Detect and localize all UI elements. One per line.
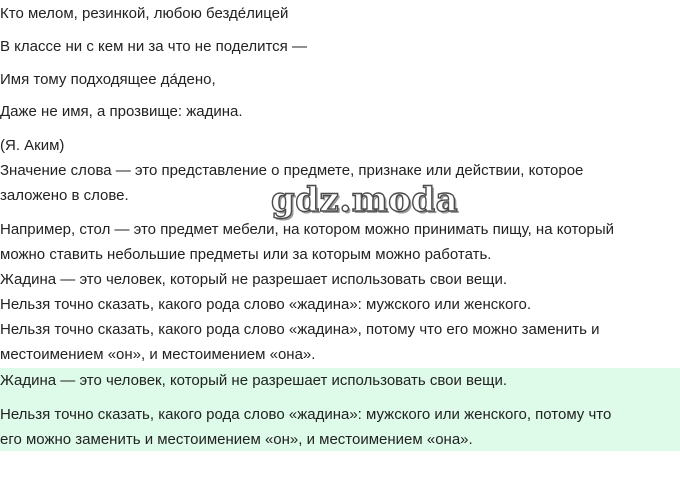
poem-line-3: Имя тому подходящее да́дено,: [0, 71, 216, 88]
poem-line-1: Кто мелом, резинкой, любою безде́лицей: [0, 5, 289, 22]
example-text-line-1: Например, стол — это предмет мебели, на котором можно принимать пищу, на который: [0, 221, 615, 238]
poem-line-2: В классе ни с кем ни за что не поделится —: [0, 38, 307, 55]
gender-reason-line-2: местоимением «он», и местоимением «она».: [0, 346, 316, 363]
answer-conclusion-line-1: Нельзя точно сказать, какого рода слово «жадина»: мужского или женского, потому что: [0, 406, 612, 423]
answer-definition-text: Жадина — это человек, который не разрешает использовать свои вещи.: [0, 372, 508, 389]
gender-reason-line-1: Нельзя точно сказать, какого рода слово «жадина», потому что его можно заменить и: [0, 321, 600, 338]
example-text-line-2: можно ставить небольшие предметы или за которым можно работать.: [0, 246, 492, 263]
watermark-logo: gdz.moda: [271, 180, 459, 220]
poem-line-4: Даже не имя, а прозвище: жадина.: [0, 103, 243, 120]
gender-question-text: Нельзя точно сказать, какого рода слово «жадина»: мужского или женского.: [0, 296, 531, 313]
answer-conclusion-line-2: его можно заменить и местоимением «он», и местоимением «она».: [0, 431, 473, 448]
poem-author: (Я. Аким): [0, 137, 65, 154]
definition-text: Жадина — это человек, который не разрешает использовать свои вещи.: [0, 271, 508, 288]
meaning-text-line-2: заложено в слове.: [0, 187, 129, 204]
meaning-text-line-1: Значение слова — это представление о предмете, признаке или действии, которое: [0, 162, 584, 179]
